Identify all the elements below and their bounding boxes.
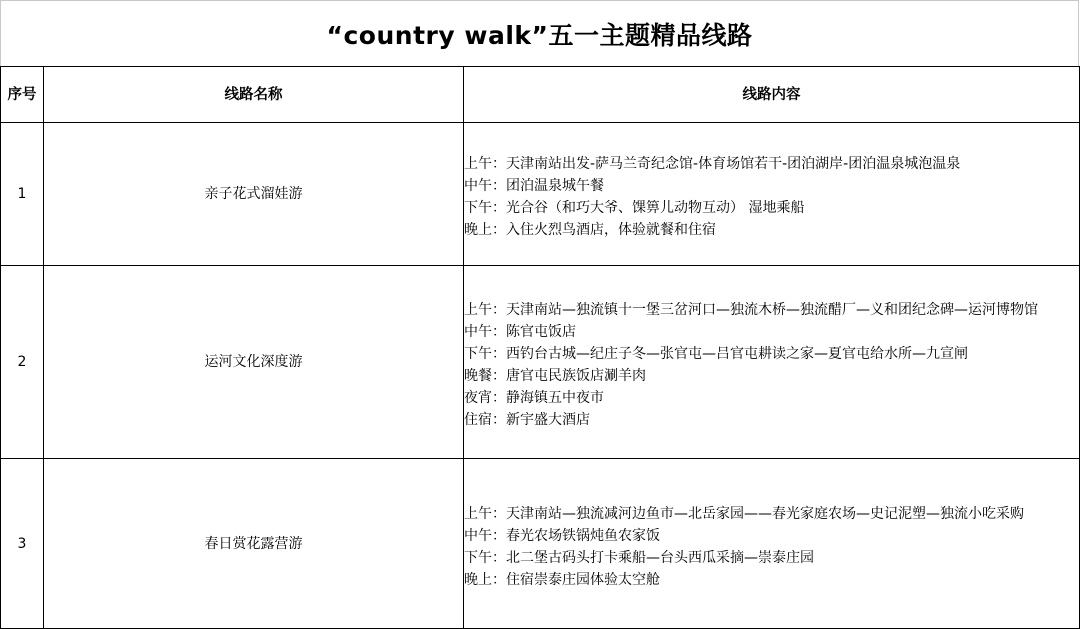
content-line: 夜宵：静海镇五中夜市 — [464, 390, 604, 406]
content-line: 下午：西钓台古城—纪庄子冬—张官屯—吕官屯耕读之家—夏官屯给水所—九宣闸 — [464, 346, 968, 362]
route-name: 春日赏花露营游 — [44, 459, 464, 629]
header-no: 序号 — [1, 67, 44, 123]
row-number: 3 — [1, 459, 44, 629]
content-line: 上午：天津南站出发-萨马兰奇纪念馆-体育场馆若干-团泊湖岸-团泊温泉城泡温泉 — [464, 156, 961, 172]
routes-table — [0, 66, 1080, 629]
route-content — [464, 266, 1080, 459]
route-name: 运河文化深度游 — [44, 266, 464, 459]
header-row — [1, 67, 1080, 123]
route-content — [464, 123, 1080, 266]
content-line: 上午：天津南站—独流镇十一堡三岔河口—独流木桥—独流醋厂—义和团纪念碑—运河博物馆 — [464, 302, 1038, 318]
table-row — [1, 266, 1080, 459]
content-line: 下午：光合谷（和巧大爷、馃箅儿动物互动） 湿地乘船 — [464, 200, 805, 216]
route-content — [464, 459, 1080, 629]
content-line: 下午：北二堡古码头打卡乘船—台头西瓜采摘—崇泰庄园 — [464, 549, 814, 566]
content-line: 住宿：新宇盛大酒店 — [464, 412, 590, 428]
row-number: 2 — [1, 266, 44, 459]
header-name: 线路名称 — [44, 67, 464, 123]
header-content: 线路内容 — [464, 67, 1080, 123]
content-line: 中午：春光农场铁锅炖鱼农家饭 — [464, 527, 660, 544]
content-line: 晚上：入住火烈鸟酒店，体验就餐和住宿 — [464, 222, 716, 238]
content-line: 中午：团泊温泉城午餐 — [464, 178, 604, 194]
content-line: 中午：陈官屯饭店 — [464, 324, 576, 340]
route-name: 亲子花式溜娃游 — [44, 123, 464, 266]
content-line: 上午：天津南站—独流减河边鱼市—北岳家园——春光家庭农场—史记泥塑—独流小吃采购 — [464, 505, 1024, 522]
table-row — [1, 123, 1080, 266]
table-row — [1, 459, 1080, 629]
content-line: 晚餐：唐官屯民族饭店涮羊肉 — [464, 368, 646, 384]
row-number: 1 — [1, 123, 44, 266]
content-line: 晚上：住宿崇泰庄园体验太空舱 — [464, 571, 660, 588]
sheet-title: “country walk”五一主题精品线路 — [0, 0, 1079, 66]
